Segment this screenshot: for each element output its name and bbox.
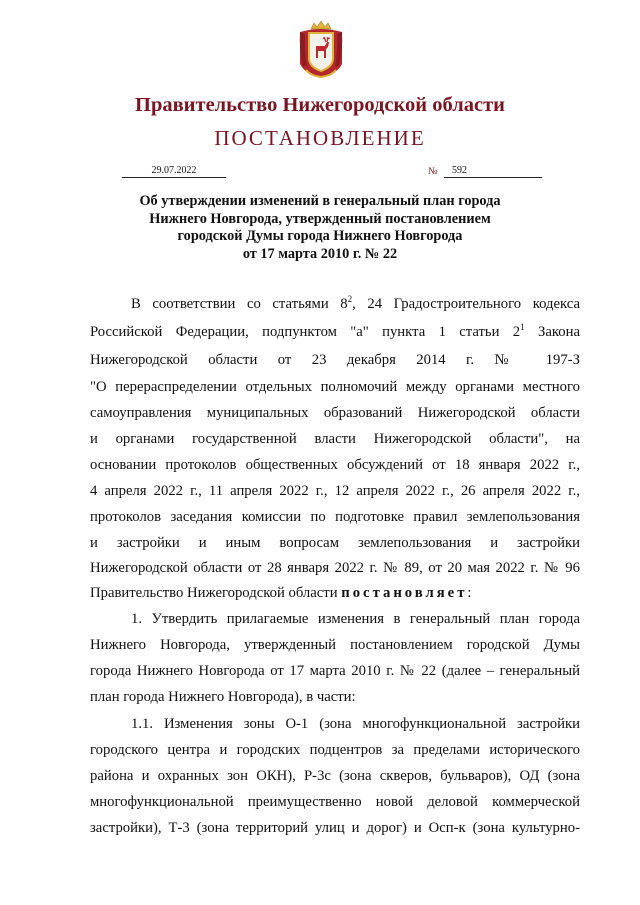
body-line: основании протоколов общественных обсуждений от 18 января 2022 г., xyxy=(90,457,580,473)
body-line: Правительство Нижегородской области постановляет: xyxy=(90,585,472,601)
body-line: городского центра и городских подцентров за пределами исторического xyxy=(90,742,580,758)
body-line: протоколов заседания комиссии по подготовке правил землепользования xyxy=(90,509,580,525)
document-number: 592 xyxy=(444,165,542,178)
body-line: 1.1. Изменения зоны О-1 (зона многофункциональной застройки xyxy=(131,716,580,732)
document-date: 29.07.2022 xyxy=(122,165,226,178)
subject-line: Нижнего Новгорода, утвержденный постановлением xyxy=(149,210,491,227)
body-line: самоуправления муниципальных образований Нижегородской области xyxy=(90,405,580,421)
body-line: застройки), Т-3 (зона территорий улиц и дорог) и Осп-к (зона культурно- xyxy=(90,820,580,836)
body-line: 4 апреля 2022 г., 11 апреля 2022 г., 12 апреля 2022 г., 26 апреля 2022 г., xyxy=(90,483,580,499)
subject-line: Об утверждении изменений в генеральный план города xyxy=(139,193,501,209)
body-line: план города Нижнего Новгорода), в части: xyxy=(90,689,356,705)
body-line: Нижегородской области от 28 января 2022 г. № 89, от 20 мая 2022 г. № 96 xyxy=(90,560,580,576)
body-line: и органами государственной власти Нижегородской области", на xyxy=(90,431,580,447)
body-line: "О перераспределении отдельных полномочий между органами местного xyxy=(90,379,580,395)
body-line: Нижнего Новгорода, утвержденный постановлением городской Думы xyxy=(90,637,580,653)
subject-line: от 17 марта 2010 г. № 22 xyxy=(242,245,398,262)
document-type: ПОСТАНОВЛЕНИЕ xyxy=(214,126,426,150)
subject-line: городской Думы города Нижнего Новгорода xyxy=(177,228,463,244)
body-line: Нижегородской области от 23 декабря 2014 г. № 197-З xyxy=(90,352,580,368)
body-line: района и охранных зон ОКН), Р-3с (зона скверов, бульваров), ОД (зона xyxy=(90,768,580,784)
body-line: В соответствии со статьями $8^2$, 24 Градостроительного кодекса xyxy=(131,294,580,312)
body-line: города Нижнего Новгорода от 17 марта 2010 г. № 22 (далее – генеральный xyxy=(90,663,580,679)
decree-keyword: постановляет xyxy=(341,585,468,601)
body-line: Российской Федерации, подпунктом "а" пункта 1 статьи $2^1$ Закона xyxy=(90,322,580,340)
body-line: многофункциональной преимущественно новой деловой коммерческой xyxy=(90,794,580,810)
document-subject xyxy=(110,193,530,263)
body-line: 1. Утвердить прилагаемые изменения в генеральный план города xyxy=(131,611,580,627)
coat-of-arms-icon xyxy=(297,20,345,80)
number-label: № xyxy=(428,166,438,177)
body-line: и застройки и иным вопросам землепользования и застройки xyxy=(90,535,580,551)
government-name: Правительство Нижегородской области xyxy=(135,94,505,116)
